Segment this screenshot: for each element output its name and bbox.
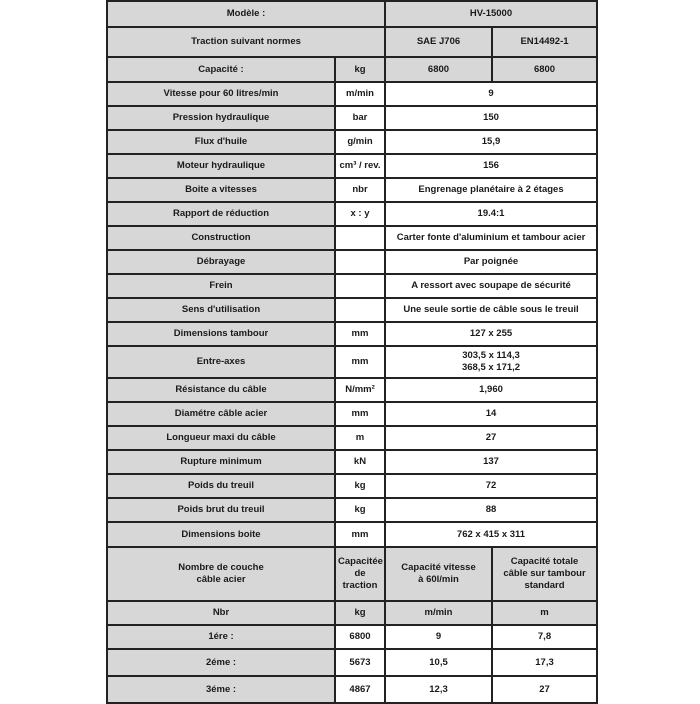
spec-label: Frein — [107, 274, 335, 298]
header-line: à 60l/min — [418, 574, 459, 585]
layers-header-row — [107, 547, 597, 601]
spec-value: 9 — [385, 82, 597, 106]
spec-row — [107, 274, 597, 298]
spec-row — [107, 298, 597, 322]
spec-unit — [335, 226, 385, 250]
capacity-value-sae: 6800 — [385, 57, 492, 82]
spec-value-line: 303,5 x 114,3 — [462, 350, 520, 361]
spec-label: Diamétre câble acier — [107, 402, 335, 426]
spec-row — [107, 426, 597, 450]
spec-label: Débrayage — [107, 250, 335, 274]
spec-unit — [335, 274, 385, 298]
layer-traction: 6800 — [335, 625, 385, 649]
capacity-unit: kg — [335, 57, 385, 82]
spec-value: Carter fonte d'aluminium et tambour acier — [385, 226, 597, 250]
header-line: câble sur tambour — [503, 568, 586, 579]
spec-value: 1,960 — [385, 378, 597, 402]
spec-unit: mm — [335, 522, 385, 547]
spec-unit: kg — [335, 498, 385, 522]
spec-value-line: 368,5 x 171,2 — [461, 362, 521, 373]
spec-unit: N/mm² — [335, 378, 385, 402]
spec-label: Moteur hydraulique — [107, 154, 335, 178]
capacity-value-en: 6800 — [492, 57, 597, 82]
spec-unit: nbr — [335, 178, 385, 202]
header-line: câble acier — [196, 574, 246, 585]
layer-speed: 10,5 — [385, 649, 492, 676]
spec-row — [107, 106, 597, 130]
layers-unit-count: Nbr — [107, 601, 335, 625]
spec-value: 127 x 255 — [385, 322, 597, 346]
spec-row — [107, 130, 597, 154]
spec-value: A ressort avec soupape de sécurité — [385, 274, 597, 298]
spec-row — [107, 346, 597, 378]
model-row — [107, 1, 597, 27]
model-label: Modèle : — [107, 1, 385, 27]
norms-label: Traction suivant normes — [107, 27, 385, 57]
spec-value: 19.4:1 — [385, 202, 597, 226]
spec-unit: x : y — [335, 202, 385, 226]
layer-speed: 12,3 — [385, 676, 492, 703]
header-line: Capacitée — [338, 556, 383, 567]
header-line: Capacité totale — [510, 556, 579, 567]
spec-row — [107, 378, 597, 402]
layer-speed: 9 — [385, 625, 492, 649]
spec-unit: mm — [335, 322, 385, 346]
spec-label: Sens d'utilisation — [107, 298, 335, 322]
spec-unit: kN — [335, 450, 385, 474]
spec-label: Poids brut du treuil — [107, 498, 335, 522]
spec-label: Poids du treuil — [107, 474, 335, 498]
layers-col-speed-header — [385, 547, 492, 601]
spec-unit: g/min — [335, 130, 385, 154]
spec-label: Construction — [107, 226, 335, 250]
spec-value: 27 — [385, 426, 597, 450]
spec-unit: mm — [335, 346, 385, 378]
spec-row — [107, 450, 597, 474]
norm-sae: SAE J706 — [385, 27, 492, 57]
spec-row — [107, 522, 597, 547]
header-line: de — [354, 568, 366, 579]
spec-value: 150 — [385, 106, 597, 130]
spec-row — [107, 474, 597, 498]
spec-table — [106, 0, 598, 704]
spec-unit: m/min — [335, 82, 385, 106]
layers-col-length-header — [492, 547, 597, 601]
spec-label: Rapport de réduction — [107, 202, 335, 226]
spec-label: Longueur maxi du câble — [107, 426, 335, 450]
layer-length: 17,3 — [492, 649, 597, 676]
header-line: Nombre de couche — [178, 562, 264, 573]
layers-unit-speed: m/min — [385, 601, 492, 625]
spec-label: Dimensions tambour — [107, 322, 335, 346]
spec-unit — [335, 298, 385, 322]
capacity-label: Capacité : — [107, 57, 335, 82]
spec-value: 88 — [385, 498, 597, 522]
layer-row — [107, 625, 597, 649]
spec-value — [385, 346, 597, 378]
spec-value: Engrenage planétaire à 2 étages — [385, 178, 597, 202]
layers-unit-traction: kg — [335, 601, 385, 625]
norms-row — [107, 27, 597, 57]
spec-unit: kg — [335, 474, 385, 498]
spec-row — [107, 226, 597, 250]
header-line: Capacité vitesse — [401, 562, 476, 573]
spec-value: 137 — [385, 450, 597, 474]
spec-unit: mm — [335, 402, 385, 426]
spec-unit: bar — [335, 106, 385, 130]
spec-row — [107, 498, 597, 522]
header-line: standard — [524, 580, 565, 591]
spec-label: Pression hydraulique — [107, 106, 335, 130]
spec-value: 72 — [385, 474, 597, 498]
layer-number: 3éme : — [107, 676, 335, 703]
capacity-row — [107, 57, 597, 82]
spec-row — [107, 402, 597, 426]
layer-length: 7,8 — [492, 625, 597, 649]
spec-value: 156 — [385, 154, 597, 178]
spec-label: Dimensions boite — [107, 522, 335, 547]
layers-col-traction-header — [335, 547, 385, 601]
spec-row — [107, 250, 597, 274]
spec-value: Une seule sortie de câble sous le treuil — [385, 298, 597, 322]
layer-number: 1ére : — [107, 625, 335, 649]
spec-value: 14 — [385, 402, 597, 426]
spec-row — [107, 154, 597, 178]
spec-label: Rupture minimum — [107, 450, 335, 474]
spec-unit — [335, 250, 385, 274]
spec-row — [107, 82, 597, 106]
spec-unit: cm³ / rev. — [335, 154, 385, 178]
spec-label: Entre-axes — [107, 346, 335, 378]
layer-number: 2éme : — [107, 649, 335, 676]
spec-label: Résistance du câble — [107, 378, 335, 402]
spec-unit: m — [335, 426, 385, 450]
spec-row — [107, 202, 597, 226]
layer-length: 27 — [492, 676, 597, 703]
spec-label: Boite a vitesses — [107, 178, 335, 202]
spec-label: Flux d'huile — [107, 130, 335, 154]
spec-label: Vitesse pour 60 litres/min — [107, 82, 335, 106]
layer-traction: 4867 — [335, 676, 385, 703]
layer-traction: 5673 — [335, 649, 385, 676]
spec-value: Par poignée — [385, 250, 597, 274]
header-line: traction — [342, 580, 378, 591]
layer-row — [107, 676, 597, 703]
spec-value: 762 x 415 x 311 — [385, 522, 597, 547]
norm-en: EN14492-1 — [492, 27, 597, 57]
spec-row — [107, 178, 597, 202]
spec-value: 15,9 — [385, 130, 597, 154]
layer-row — [107, 649, 597, 676]
model-value: HV-15000 — [385, 1, 597, 27]
layers-col-count-header — [107, 547, 335, 601]
spec-row — [107, 322, 597, 346]
layers-units-row — [107, 601, 597, 625]
layers-unit-length: m — [492, 601, 597, 625]
